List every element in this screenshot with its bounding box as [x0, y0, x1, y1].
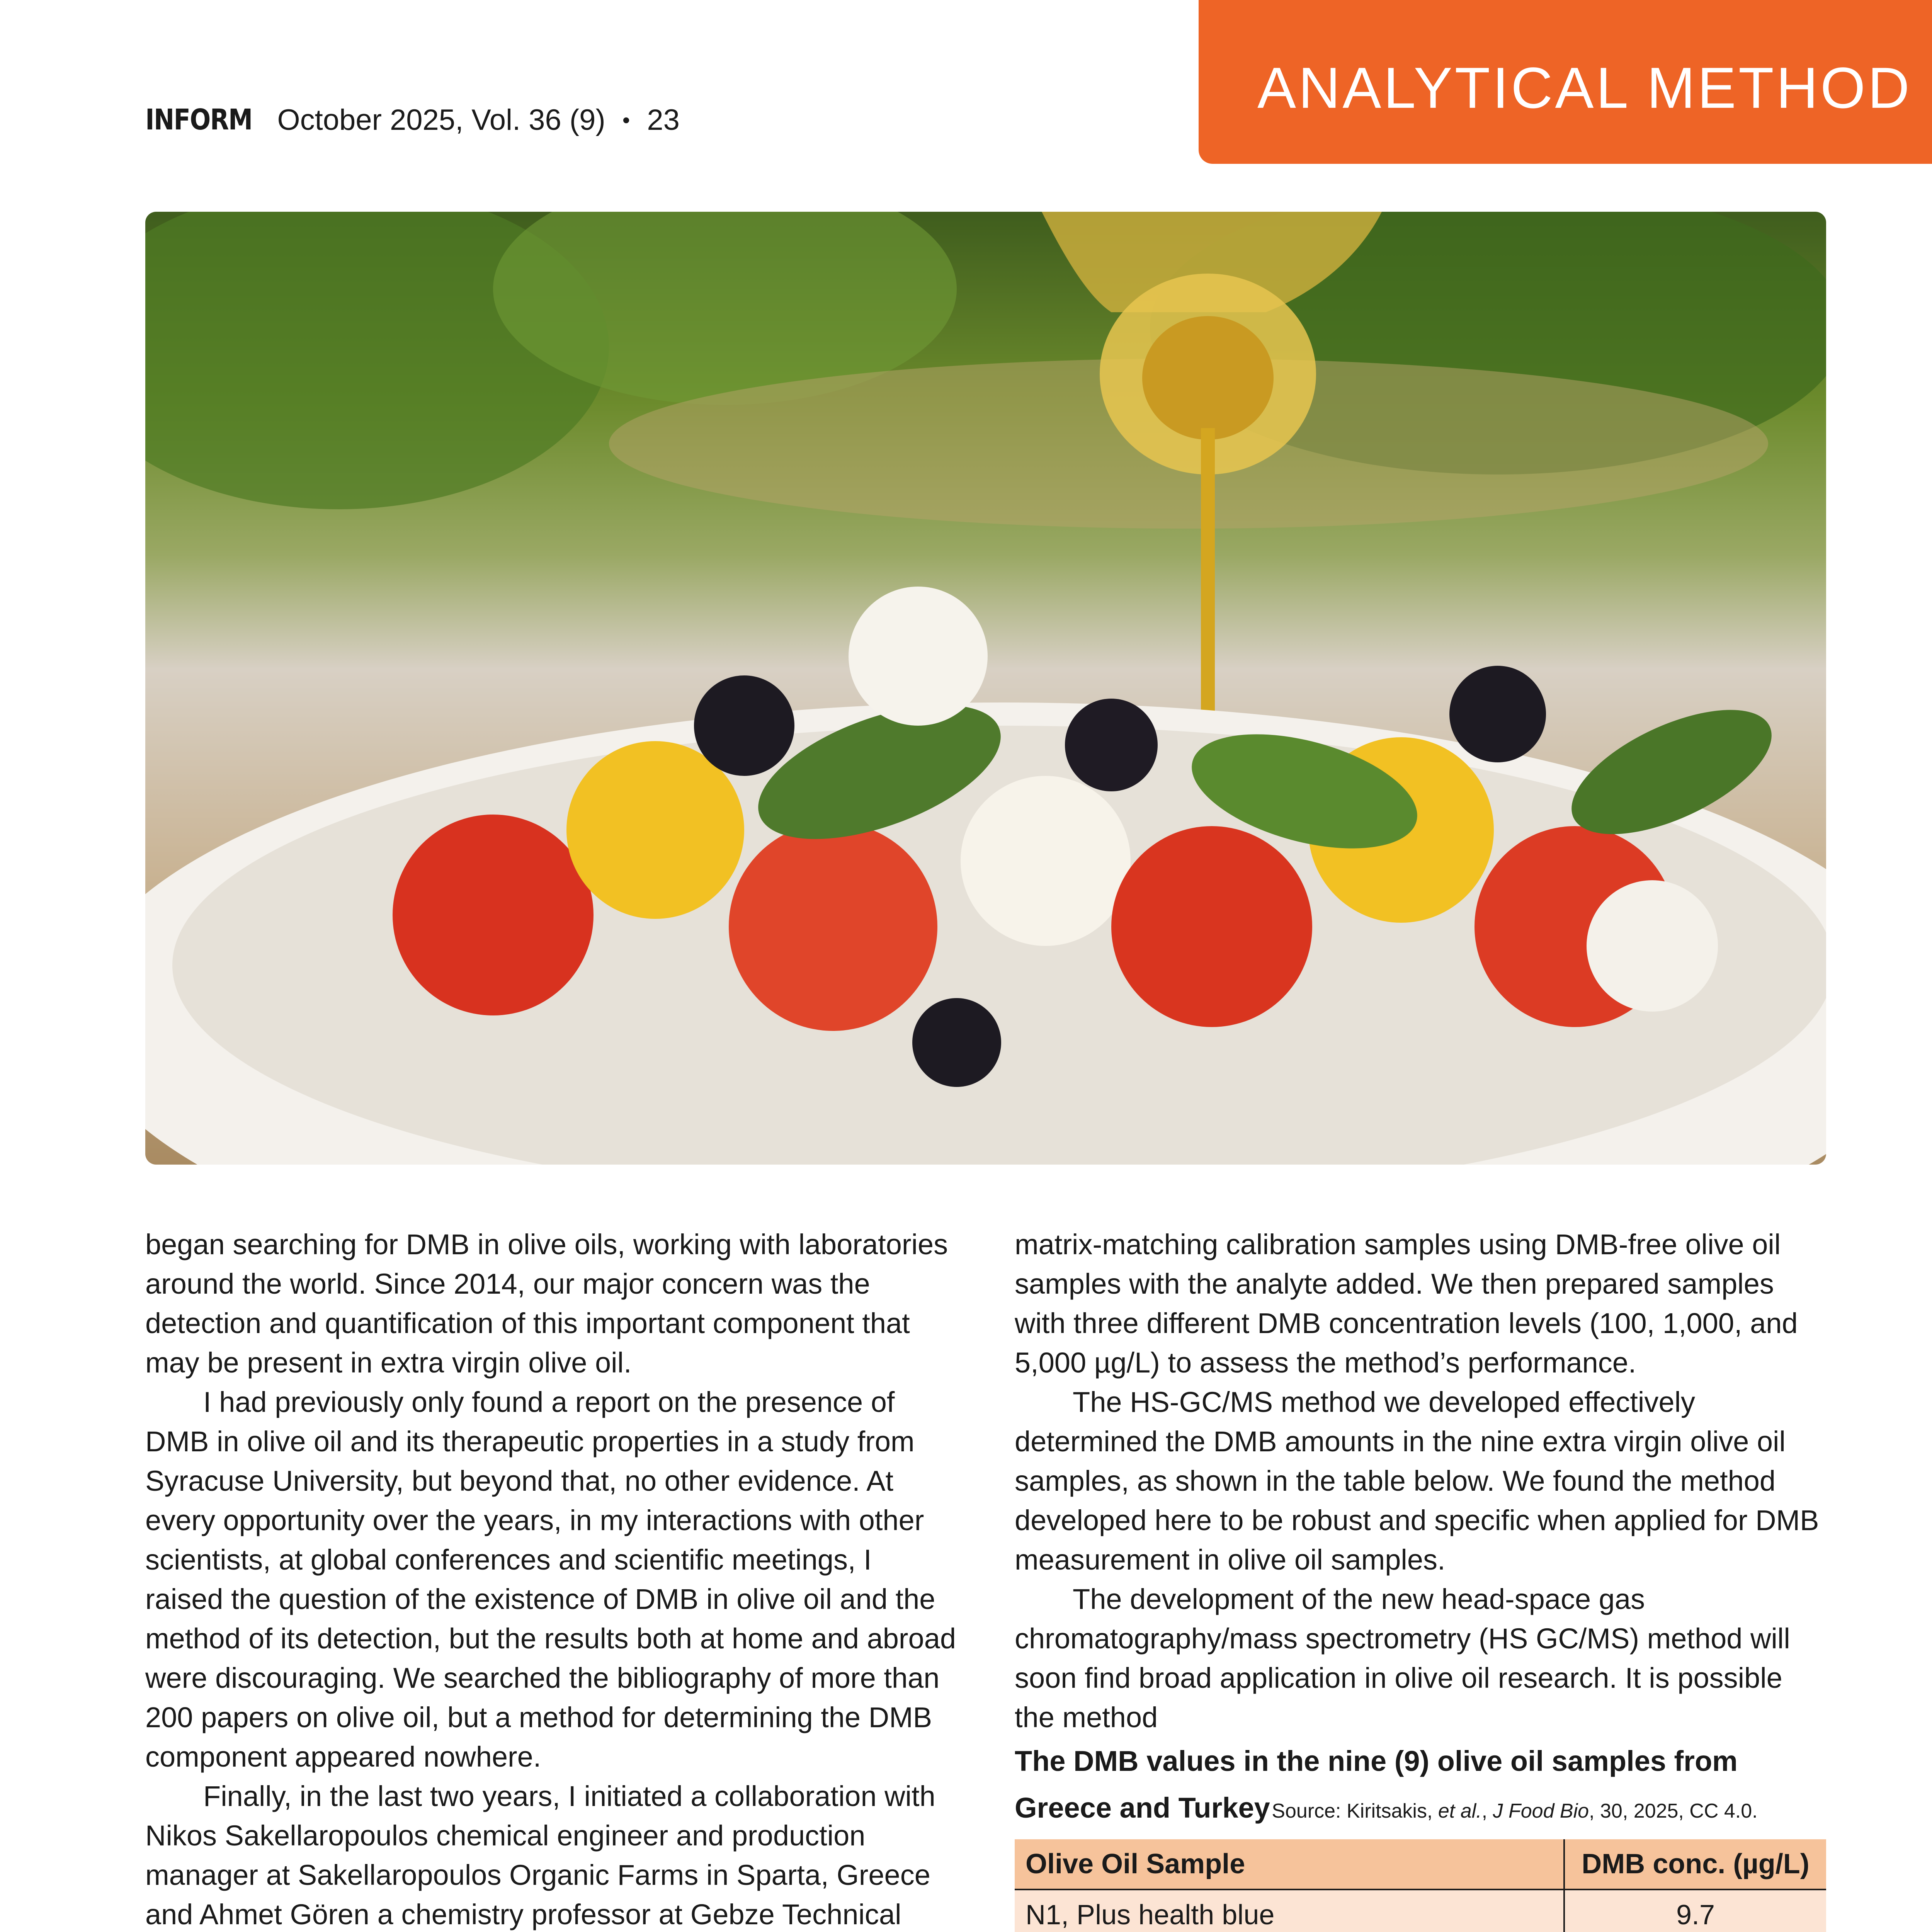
- olive-oil-salad-icon: [145, 212, 1826, 1165]
- table-source: Source: Kiritsakis, et al., J Food Bio, 30, 2025, CC 4.0.: [1272, 1800, 1758, 1822]
- paragraph: matrix-matching calibration samples using DMB-free olive oil samples with the analyte added. We then prepared samples with three different DMB concentration levels (100, 1,000, and 5,000 µg/L) to assess the method’s performance.: [1015, 1228, 1798, 1379]
- bullet-separator: •: [622, 107, 630, 132]
- paragraph: began searching for DMB in olive oils, working with laboratories around the world. Since 2014, our major concern was the detection and quantification of this important component that may be present in extra virgin olive oil.: [145, 1228, 948, 1379]
- issue-info: October 2025, Vol. 36 (9): [277, 103, 605, 136]
- paragraph: The development of the new head-space gas chromatography/mass spectrometry (HS GC/MS) method will soon find broad application in olive oil research. It is possible the method: [1015, 1583, 1790, 1733]
- value-cell: 9.7: [1564, 1889, 1826, 1932]
- table-title: The DMB values in the nine (9) olive oil samples from Greece and Turkey: [1015, 1745, 1738, 1824]
- page-number: 23: [647, 103, 680, 136]
- section-tab: [1199, 0, 1932, 164]
- table-header-row: [1015, 1839, 1826, 1889]
- dmb-table: [1015, 1839, 1826, 1932]
- paragraph: The HS-GC/MS method we developed effectively determined the DMB amounts in the nine extra virgin olive oil samples, as shown in the table below. We found the method developed here to be robust and specific when applied for DMB measurement in olive oil samples.: [1015, 1386, 1819, 1576]
- column-header-sample: Olive Oil Sample: [1015, 1839, 1564, 1889]
- right-column: [1015, 1225, 1830, 1737]
- left-column: [145, 1225, 957, 1932]
- table-row: [1015, 1889, 1826, 1932]
- column-header-concentration: DMB conc. (µg/L): [1564, 1839, 1826, 1889]
- publication-logo: INFORM: [145, 103, 252, 136]
- paragraph: I had previously only found a report on the presence of DMB in olive oil and its therapeutic properties in a study from Syracuse University, but beyond that, no other evidence. At every opportunity over the years, in my interactions with other scientists, at global conferences and scientific meetings, I raised the question of the existence of DMB in olive oil and the method of its detection, but the results both at home and abroad were discouraging. We searched the bibliography of more than 200 papers on olive oil, but a method for determining the DMB component appeared nowhere.: [145, 1386, 956, 1773]
- paragraph: Finally, in the last two years, I initiated a collaboration with Nikos Sakellaropoulos chemical engineer and production manager at Sakellaropoulos Organic Farms in Sparta, Greece and Ahmet Gören a chemistry professor at Gebze Technical: [145, 1780, 935, 1930]
- running-header: [145, 99, 680, 141]
- table-caption: [1015, 1742, 1830, 1835]
- hero-photo: [145, 212, 1826, 1165]
- section-label: ANALYTICAL METHOD: [1257, 55, 1912, 120]
- sample-cell: N1, Plus health blue: [1015, 1889, 1564, 1932]
